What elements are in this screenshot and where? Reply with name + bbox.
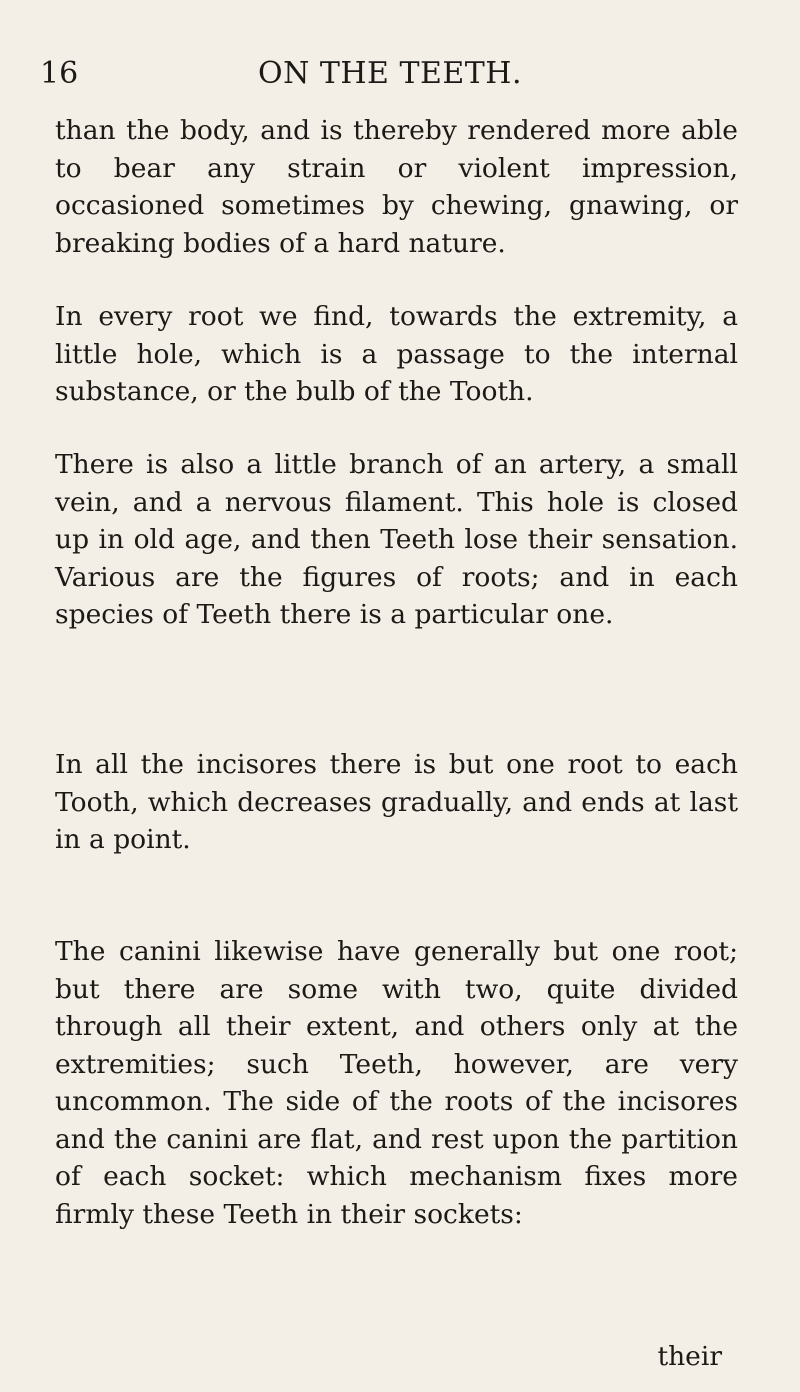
paragraph-1: than the body, and is thereby rendered more able to bear any strain or violent impression, occasioned sometimes by chewing, gnawing, or breaking bodies of a hard nature. [55,115,738,259]
page-number: 16 [40,56,79,91]
paragraph-2: In every root we find, towards the extremity, a little hole, which is a passage to the internal substance, or the bulb of the Tooth. [55,301,738,407]
paragraph-5: The canini likewise have generally but one root; but there are some with two, quite divided through all their extent, and others only at the extremities; such Teeth, however, are very uncommon. The side of the roots of the incisores and the canini are flat, and rest upon the partition of each socket: which mechanism fixes more firmly these Teeth in their sockets: [55,936,738,1230]
paragraph-4: In all the incisores there is but one root to each Tooth, which decreases gradually, and ends at last in a point. [55,749,738,855]
paragraph-3: There is also a little branch of an artery, a small vein, and a nervous filament. This hole is closed up in old age, and then Teeth lose their sensation. Various are the figures of roots; and in each species of Teeth there is a particular one. [55,449,738,630]
page-header [0,54,800,94]
catchword: their [657,1341,722,1372]
running-title: ON THE TEETH. [258,56,523,91]
